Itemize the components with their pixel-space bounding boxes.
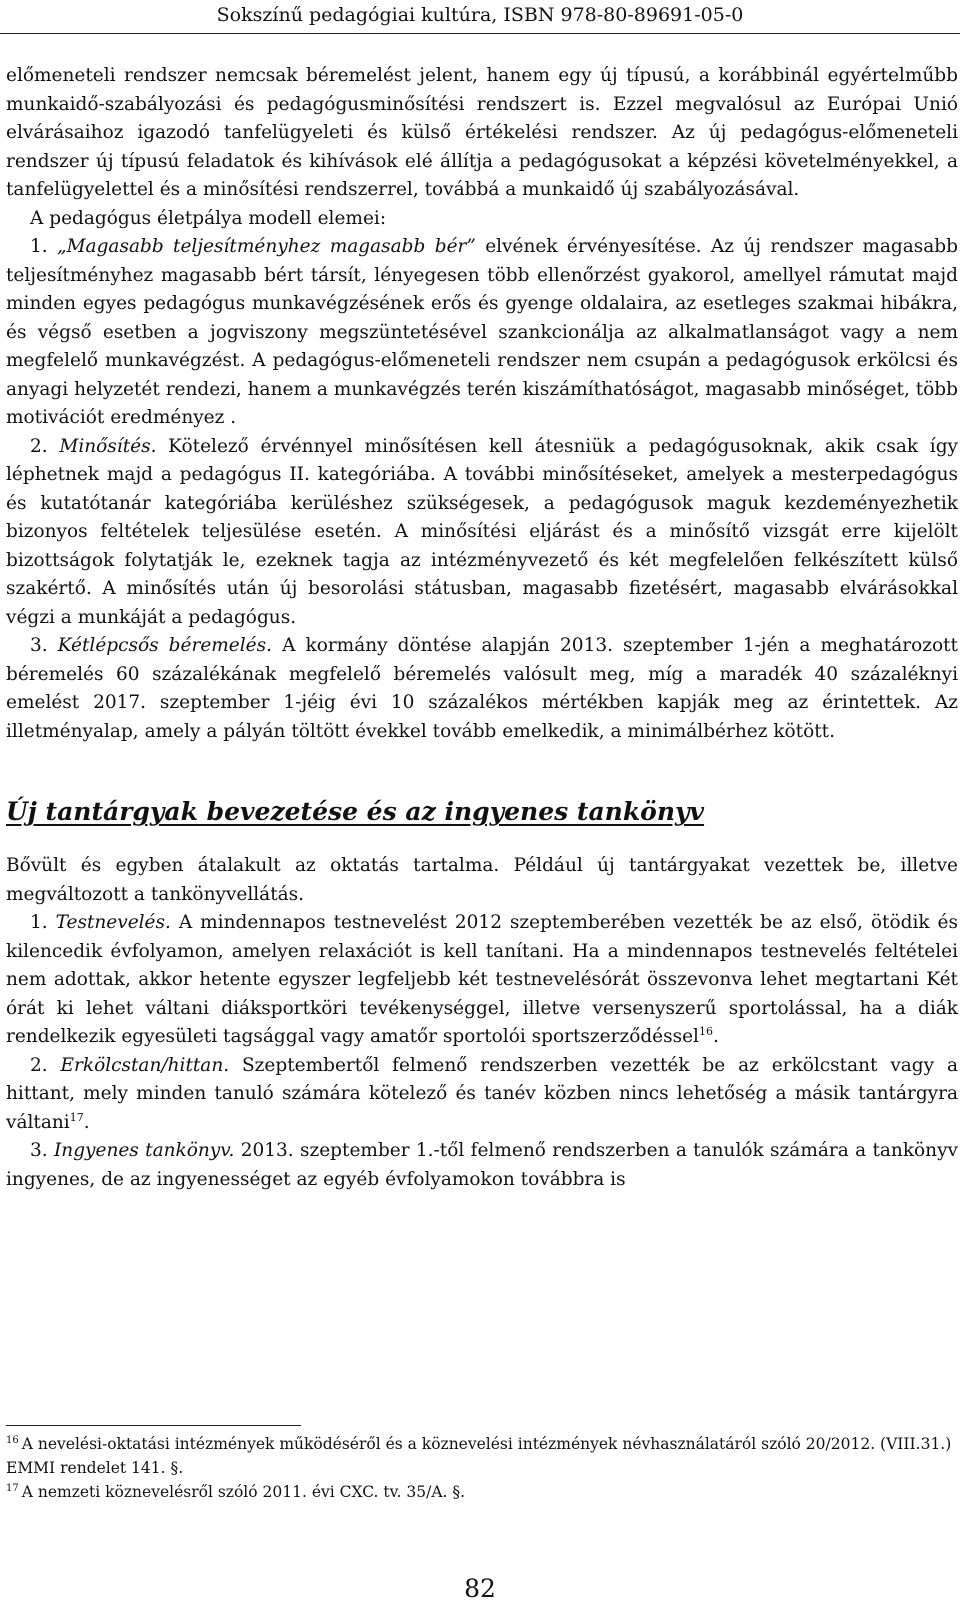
list-item-title: Erkölcstan/hittan.: [60, 1054, 230, 1076]
list-number: 2.: [30, 435, 60, 457]
footnote-mark: 16: [6, 1434, 19, 1446]
list-item-text: Szeptembertől felmenő rendszerben vezették be az erkölcstant vagy a hittant, mely minden tanuló számára kötelező és tanév közben nincs lehetőség a másik tantárgyra váltani: [6, 1054, 958, 1133]
list-number: 1.: [30, 912, 56, 933]
list-item-1: [6, 233, 958, 433]
list-number: 1.: [30, 236, 58, 257]
list-number: 3.: [30, 1140, 54, 1161]
list-item-title: Minősítés.: [59, 435, 157, 457]
footnote-reference[interactable]: 16: [698, 1024, 713, 1038]
list-item-title: „Magasabb teljesítményhez magasabb bér”: [57, 236, 476, 257]
section-intro: Bővült és egyben átalakult az oktatás tartalma. Például új tantárgyakat vezettek be, illetve megváltozott a tankönyvellátás.: [6, 855, 958, 905]
list-item-title: Testnevelés.: [55, 912, 171, 933]
section-heading: Új tantárgyak bevezetése és az ingyenes tankönyv: [6, 797, 705, 826]
list-item-title: Ingyenes tankönyv.: [53, 1140, 235, 1161]
list-item-text: A mindennapos testnevelést 2012 szeptemberében vezették be az első, ötödik és kilencedik évfolyamon, amelyen relaxációt is kell tanítani. Ha a mindennapos testnevelés feltételei nem adottak, akkor hetente egyszer legfeljebb két testnevelésórát összevonva lehet megtartani Két órát ki lehet váltani diáksportköri tevékenységgel, illetve versenyszerű sportolással, ha a diák rendelkezik egyesületi tagsággal vagy amatőr sportolói sportszerződéssel: [6, 912, 958, 1047]
footnote-text: A nevelési-oktatási intézmények működéséről és a köznevelési intézmények névhasználatáról szóló 20/2012. (VIII.31.) EMMI rendelet 141. §.: [6, 1435, 952, 1477]
footnote-reference[interactable]: 17: [69, 1110, 84, 1124]
section-list-item-2: 2. Erkölcstan/hittan. Szeptembertől felmenő rendszerben vezették be az erkölcstant vagy a hittant, mely minden tanuló számára kötelező és tanév közben nincs lehetőség a másik tantárgyra váltani$^{17}$.: [6, 1054, 958, 1133]
page-number: 82: [464, 1574, 496, 1603]
list-item-2: [6, 433, 958, 633]
paragraph-model-elements: A pedagógus életpálya modell elemei:: [30, 207, 387, 229]
footnote-mark: 17: [6, 1482, 19, 1494]
section-list-item-3: [6, 1137, 958, 1194]
list-number: 2.: [30, 1054, 61, 1076]
section-list-item-1: 1. Testnevelés. A mindennapos testnevelést 2012 szeptemberében vezették be az első, ötödik és kilencedik évfolyamon, amelyen relaxációt is kell tanítani. Ha a mindennapos testnevelés feltételei nem adottak, akkor hetente egyszer legfeljebb két testnevelésórát összevonva lehet megtartani Két órát ki lehet váltani diáksportköri tevékenységgel, illetve versenyszerű sportolással, ha a diák rendelkezik egyesületi tagsággal vagy amatőr sportolói sportszerződéssel$^{16}$.: [6, 912, 958, 1047]
list-item-title: Kétlépcsős béremelés.: [57, 635, 272, 656]
list-number: 3.: [30, 635, 58, 656]
list-item-3: [6, 632, 958, 746]
footnote-text: A nemzeti köznevelésről szóló 2011. évi CXC. tv. 35/A. §.: [21, 1483, 466, 1501]
list-item-text: elvének érvényesítése. Az új rendszer magasabb teljesítményhez magasabb bért társít, lényegesen több ellenőrzést gyakorol, amellyel rámutat majd minden egyes pedagógus munkavégzésének erős és gyenge oldalaira, az esetleges szakmai hibákra, és végső esetben a jogviszony megszüntetésével szankcionálja az alkalmatlanságot vagy a nem megfelelő munkavégzést. A pedagógus-előmeneteli rendszer nem csupán a pedagógusok erkölcsi és anyagi helyzetét rendezi, hanem a munkavégzés terén kiszámíthatóságot, magasabb minőséget, több motivációt eredményez .: [6, 236, 958, 428]
body-text: [6, 62, 958, 1194]
list-item-text: Kötelező érvénnyel minősítésen kell átesniük a pedagógusoknak, akik csak így léphetnek majd a pedagógus II. kategóriába. A további minősítéseket, amelyek a mesterpedagógus és kutatótanár kategóriába kerüléshez szükségesek, a pedagógusok maguk kezdeményezhetik bizonyos feltételek teljesülése esetén. A minősítési eljárást és a minősítő vizsgát erre kijelölt bizottságok folytatják le, ezeknek tagja az intézményvezető és két megfelelően felkészített külső szakértő. A minősítés után új besorolási státusban, magasabb fizetésért, magasabb elvárásokkal végzi a munkáját a pedagógus.: [6, 435, 958, 628]
footnote-17: [6, 1480, 958, 1504]
footnote-16: [6, 1432, 958, 1480]
footnotes: [6, 1432, 958, 1504]
list-item-text: 2013. szeptember 1.-től felmenő rendszerben a tanulók számára a tankönyv ingyenes, de az ingyenességet az egyéb évfolyamokon továbbra is: [6, 1140, 958, 1190]
running-header: Sokszínű pedagógiai kultúra, ISBN 978-80-89691-05-0: [216, 4, 744, 26]
paragraph-intro: előmeneteli rendszer nemcsak béremelést jelent, hanem egy új típusú, a korábbinál egyértelműbb munkaidő-szabályozási és pedagógusminősítési rendszert is. Ezzel megvalósul az Európai Unió elvárásaihoz igazodó tanfelügyeleti és külső értékelési rendszer. Az új pedagógus-előmeneteli rendszer új típusú feladatok és kihívások elé állítja a pedagógusokat a képzési követelményekkel, a tanfelügyelettel és a minősítési rendszerrel, továbbá a munkaidő új szabályozásával.: [6, 65, 958, 200]
list-item-text: A kormány döntése alapján 2013. szeptember 1-jén a meghatározott béremelés 60 százalékának megfelelő béremelés valósult meg, míg a maradék 40 százaléknyi emelést 2017. szeptember 1-jéig évi 10 százalékos mértékben kapják meg az érintettek. Az illetményalap, amely a pályán töltött évekkel tovább emelkedik, a minimálbérhez kötött.: [6, 635, 958, 742]
header-rule: [0, 33, 960, 34]
footnote-separator: [6, 1425, 301, 1426]
